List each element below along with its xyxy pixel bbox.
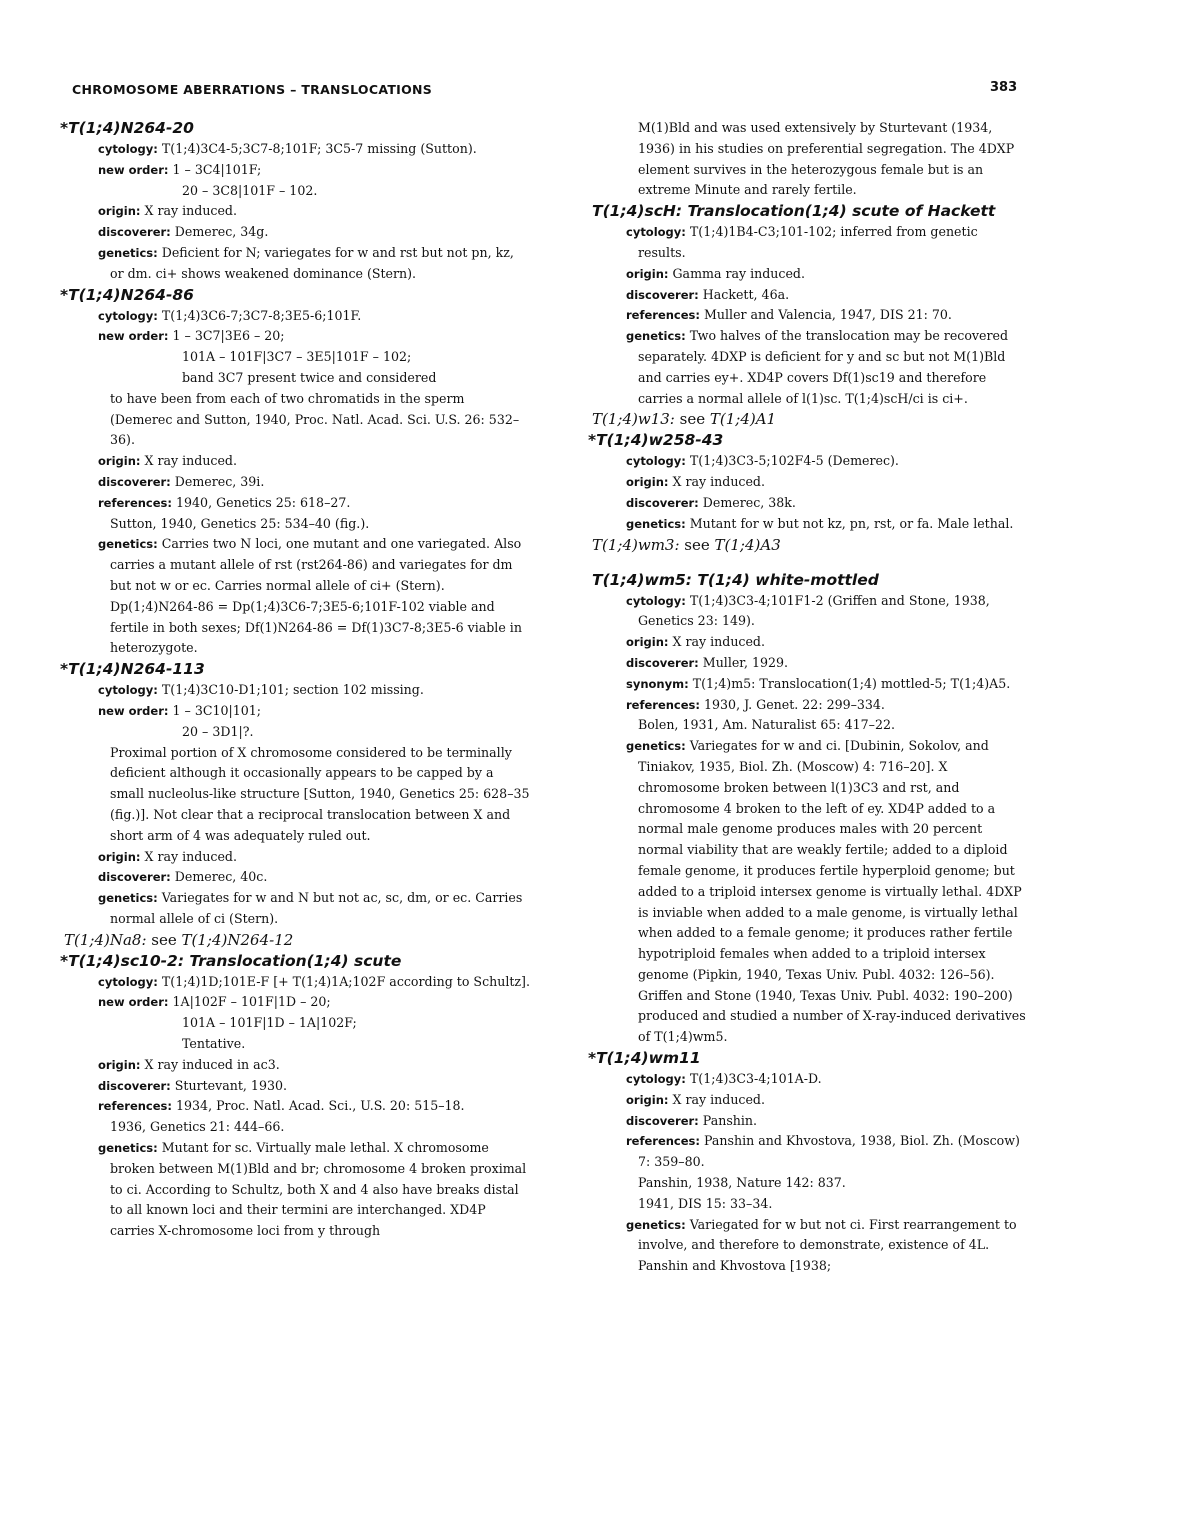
references-label: references: [626,697,700,712]
genetics-text: Deficient for N; variegates for w and rst but not pn, kz, or dm. ci+ shows weakened dominance (Stern). [110,244,514,281]
xref-target: T(1;4)N264-12 [181,930,294,949]
entry-title: T(1;4)wm5: T(1;4) white-mottled [592,570,879,589]
discoverer-label: discoverer: [98,474,171,489]
entry [60,951,530,1242]
discoverer-label: discoverer: [98,870,171,885]
xref-name: T(1;4)wm3: [592,535,680,554]
references-label: references: [98,495,172,510]
continued-genetics-text: M(1)Bld and was used extensively by Sturtevant (1934, 1936) in his studies on preferential segregation. The 4DXP element survives in the heterozygous female but is an extreme Minute and rarely fertile. [638,120,1015,198]
origin-label: origin: [98,454,141,469]
entry-title: *T(1;4)wm11 [588,1049,701,1068]
cytology-label: cytology: [98,308,158,323]
discoverer-label: discoverer: [626,495,699,510]
right-column [588,118,1028,1277]
references-text: Panshin, 1938, Nature 142: 837. [638,1175,846,1191]
cross-reference [588,409,1028,430]
references-label: references: [626,308,700,323]
references-text: Sutton, 1940, Genetics 25: 534–40 (fig.). [110,515,370,531]
new-order-text: 20 – 3D1|?. [182,723,254,739]
origin-label: origin: [626,635,669,650]
new-order-note: to have been from each of two chromatids in the sperm (Demerec and Sutton, 1940, Proc. Natl. Acad. Sci. U.S. 26: 532–36). [110,390,520,448]
discoverer-text: Muller, 1929. [702,654,789,670]
discoverer-text: Panshin. [702,1112,758,1128]
references-text: 1941, DIS 15: 33–34. [638,1195,773,1211]
cytology-label: cytology: [626,1072,686,1087]
cytology-text: T(1;4)3C3-4;101F1-2 (Griffen and Stone, 1938, Genetics 23: 149). [638,592,990,629]
origin-text: X ray induced. [144,453,237,469]
entry-note: Proximal portion of X chromosome considered to be terminally deficient although it occasionally appears to be capped by a small nucleolus-like structure [Sutton, 1940, Genetics 25: 628–35 (fig.)]. Not clear that a reciprocal translocation between X and short arm of 4 was adequately ruled out. [110,744,530,843]
origin-text: X ray induced. [672,1091,765,1107]
cytology-text: T(1;4)3C3-4;101A-D. [689,1071,822,1087]
running-header: CHROMOSOME ABERRATIONS – TRANSLOCATIONS [72,82,433,97]
entry-title: T(1;4)scH: Translocation(1;4) scute of Hackett [592,202,996,221]
new-order-text: 101A – 101F|3C7 – 3E5|101F – 102; [182,349,412,365]
references-label: references: [98,1099,172,1114]
xref-name: T(1;4)Na8: [64,930,147,949]
discoverer-text: Demerec, 38k. [702,494,796,510]
cytology-text: T(1;4)3C3-5;102F4-5 (Demerec). [689,453,899,469]
discoverer-label: discoverer: [626,655,699,670]
references-text: Bolen, 1931, Am. Naturalist 65: 417–22. [638,717,895,733]
genetics-label: genetics: [98,245,158,260]
entry [60,118,530,285]
genetics-text: Mutant for w but not kz, pn, rst, or fa. Male lethal. [689,515,1014,531]
left-column [60,118,530,1242]
origin-text: Gamma ray induced. [672,265,805,281]
references-text: 1940, Genetics 25: 618–27. [176,494,351,510]
entry [60,285,530,660]
genetics-label: genetics: [98,891,158,906]
entry-title: *T(1;4)w258-43 [588,431,724,450]
origin-label: origin: [626,266,669,281]
references-label: references: [626,1134,700,1149]
genetics-text: Variegates for w and N but not ac, sc, dm, or ec. Carries normal allele of ci (Stern). [110,890,523,926]
entry [588,1048,1028,1277]
page-number: 383 [990,80,1018,95]
new-order-text: 20 – 3C8|101F – 102. [182,182,318,198]
new-order-label: new order: [98,329,169,344]
spacer [588,556,1028,570]
origin-text: X ray induced. [144,203,237,219]
references-text: 1930, J. Genet. 22: 299–334. [704,696,885,712]
cytology-label: cytology: [626,593,686,608]
genetics-label: genetics: [98,1141,158,1156]
genetics-label: genetics: [626,516,686,531]
discoverer-text: Demerec, 40c. [174,869,268,885]
entry [588,201,1028,409]
cytology-text: T(1;4)1B4-C3;101-102; inferred from genetic results. [638,224,978,260]
origin-text: X ray induced. [672,474,765,490]
cross-reference [588,535,1028,556]
discoverer-text: Hackett, 46a. [702,286,790,302]
continued-text [588,118,1028,201]
new-order-text: Tentative. [182,1036,246,1052]
genetics-text: Mutant for sc. Virtually male lethal. X chromosome broken between M(1)Bld and br; chromosome 4 broken proximal to ci. According to Schultz, both X and 4 also have breaks distal to all known loci and their termini are interchanged. XD4P carries X-chromosome loci from y through [110,1140,527,1239]
synonym-label: synonym: [626,676,689,691]
xref-name: T(1;4)w13: [592,410,675,429]
origin-text: X ray induced in ac3. [144,1056,280,1072]
entry [588,430,1028,534]
genetics-label: genetics: [626,329,686,344]
discoverer-text: Demerec, 34g. [174,224,269,240]
genetics-label: genetics: [626,1217,686,1232]
cross-reference [60,930,530,951]
origin-label: origin: [98,204,141,219]
genetics-label: genetics: [98,537,158,552]
entry-title: *T(1;4)N264-113 [60,660,205,679]
origin-text: X ray induced. [672,634,765,650]
new-order-label: new order: [98,703,169,718]
xref-target: T(1;4)A1 [709,410,777,429]
origin-label: origin: [98,849,141,864]
genetics-text: Variegated for w but not ci. First rearrangement to involve, and therefore to demonstrate, existence of 4L. Panshin and Khvostova [1938; [638,1216,1017,1274]
new-order-text: 1A|102F – 101F|1D – 20; [172,994,331,1010]
origin-label: origin: [98,1057,141,1072]
new-order-text: 1 – 3C10|101; [172,702,262,718]
discoverer-text: Demerec, 39i. [174,473,265,489]
synonym-text: T(1;4)m5: Translocation(1;4) mottled-5; T(1;4)A5. [692,675,1011,691]
genetics-text: Variegates for w and ci. [Dubinin, Sokolov, and Tiniakov, 1935, Biol. Zh. (Moscow) 4: 716–20]. X chromosome broken between l(1)3C3 and rst, and chromosome 4 broken to the left of ey. XD4P added to a normal male genome produces males with 20 percent normal viability that are weakly fertile; added to a diploid female genome, it produces fertile hyperploid genome; but added to a triploid intersex genome is virtually lethal. 4DXP is inviable when added to a male genome, is virtually lethal when added to a female genome; it produces rather fertile hypotriploid females when added to a triploid intersex genome (Pipkin, 1940, Texas Univ. Publ. 4032: 126–56). Griffen and Stone (1940, Texas Univ. Publ. 4032: 190–200) produced and studied a number of X-ray-induced derivatives of T(1;4)wm5. [638,738,1026,1045]
cytology-text: T(1;4)3C10-D1;101; section 102 missing. [161,682,424,698]
origin-label: origin: [626,1092,669,1107]
entry [588,570,1028,1049]
entry-title: *T(1;4)N264-20 [60,119,194,137]
new-order-text: 1 – 3C7|3E6 – 20; [172,328,285,344]
new-order-label: new order: [98,995,169,1010]
entry-title: *T(1;4)sc10-2: Translocation(1;4) scute [60,951,402,970]
references-text: Muller and Valencia, 1947, DIS 21: 70. [704,307,952,323]
discoverer-label: discoverer: [98,225,171,240]
new-order-text: 101A – 101F|1D – 1A|102F; [182,1015,357,1031]
cytology-text: T(1;4)1D;101E-F [+ T(1;4)1A;102F according to Schultz]. [161,973,530,989]
cytology-text: T(1;4)3C6-7;3C7-8;3E5-6;101F. [161,307,362,323]
xref-see: see [679,410,706,429]
xref-target: T(1;4)A3 [714,535,781,554]
origin-text: X ray induced. [144,848,237,864]
discoverer-label: discoverer: [626,1113,699,1128]
new-order-text: band 3C7 present twice and considered [182,369,437,385]
new-order-label: new order: [98,162,169,177]
entry-title: *T(1;4)N264-86 [60,285,194,304]
references-text: 1936, Genetics 21: 444–66. [110,1119,285,1135]
cytology-label: cytology: [98,683,158,698]
new-order-text: 1 – 3C4|101F; [172,161,262,177]
cytology-label: cytology: [98,142,158,156]
genetics-label: genetics: [626,739,686,754]
cytology-label: cytology: [626,454,686,469]
xref-see: see [151,930,177,949]
cytology-label: cytology: [98,974,158,989]
xref-see: see [684,535,710,554]
cytology-label: cytology: [626,225,686,240]
genetics-text: Two halves of the translocation may be recovered separately. 4DXP is deficient for y and sc but not M(1)Bld and carries ey+. XD4P covers Df(1)sc19 and therefore carries a normal allele of l(1)sc. T(1;4)scH/ci is ci+. [638,328,1009,406]
references-text: Panshin and Khvostova, 1938, Biol. Zh. (Moscow) 7: 359–80. [638,1133,1020,1170]
discoverer-text: Sturtevant, 1930. [174,1077,287,1093]
cytology-text: T(1;4)3C4-5;3C7-8;101F; 3C5-7 missing (Sutton). [161,141,477,156]
references-text: 1934, Proc. Natl. Acad. Sci., U.S. 20: 515–18. [176,1098,465,1114]
genetics-text: Carries two N loci, one mutant and one variegated. Also carries a mutant allele of rst (rst264-86) and variegates for dm but not w or ec. Carries normal allele of ci+ (Stern). Dp(1;4)N264-86 = Dp(1;4)3C6-7;3E5-6;101F-102 viable and fertile in both sexes; Df(1)N264-86 = Df(1)3C7-8;3E5-6 viable in heterozygote. [110,536,522,656]
entry [60,659,530,930]
origin-label: origin: [626,475,669,490]
discoverer-label: discoverer: [626,287,699,302]
discoverer-label: discoverer: [98,1078,171,1093]
